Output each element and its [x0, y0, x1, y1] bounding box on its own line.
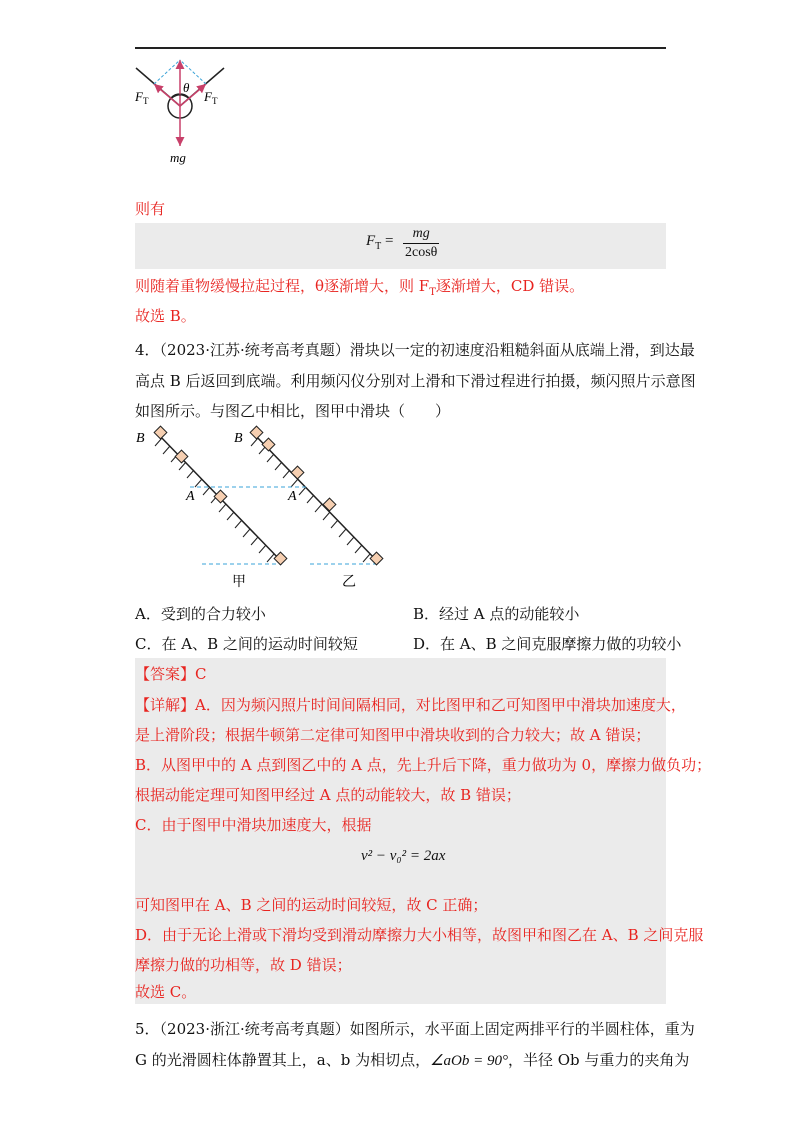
ft-right-label: $F_T$: [204, 89, 218, 106]
choose-b-line: 故选 B。: [135, 307, 196, 325]
ze-you-text: 则有: [135, 200, 166, 218]
detail-line-2: 是上滑阶段；根据牛顿第二定律可知图甲中滑块收到的合力较大；故 A 错误；: [135, 726, 651, 744]
q4-line3: 如图所示。与图乙中相比，图甲中滑块（ ）: [135, 402, 451, 420]
q5-line1: 5．（2023·浙江·统考高考真题）如图所示，水平面上固定两排平行的半圆柱体，重为: [135, 1020, 695, 1038]
label-b-yi: B: [234, 431, 243, 446]
tension-formula: $F_T$ =: [366, 233, 394, 252]
detail-line-7: D．由于无论上滑或下滑均受到滑动摩擦力大小相等，故图甲和图乙在 A、B 之间克服: [135, 926, 704, 944]
detail-line-1: 【详解】A．因为频闪照片时间间隔相同，对比图甲和乙可知图甲中滑块加速度大，: [135, 696, 686, 714]
ft-left-label: $F_T$: [135, 89, 149, 106]
option-b: B．经过 A 点的动能较小: [413, 605, 580, 623]
formula-box: [135, 223, 666, 269]
q4-line1: 4．（2023·江苏·统考高考真题）滑块以一定的初速度沿粗糙斜面从底端上滑，到达最: [135, 341, 695, 359]
option-c: C．在 A、B 之间的运动时间较短: [135, 635, 358, 653]
answer-block: [135, 658, 712, 1004]
option-a: A．受到的合力较小: [135, 605, 266, 623]
q5-line2: G 的光滑圆柱体静置其上，a、b 为相切点，∠aOb = 90°，半径 Ob 与重力的夹角为: [135, 1051, 690, 1069]
q4-line2: 高点 B 后返回到底端。利用频闪仪分别对上滑和下滑过程进行拍摄，频闪照片示意图: [135, 372, 696, 390]
force-diagram: [132, 54, 232, 169]
mg-label: mg: [170, 150, 186, 165]
label-b-jia: B: [136, 431, 145, 446]
detail-line-4: 根据动能定理可知图甲经过 A 点的动能较大，故 B 错误；: [135, 786, 521, 804]
top-rule: [135, 47, 666, 49]
incline-figure: [130, 424, 400, 592]
formula-fraction: mg 2cosθ: [405, 226, 438, 260]
detail-line-5: C．由于图甲中滑块加速度大，根据: [135, 816, 372, 834]
kinematics-equation: v² − v₀² = 2ax: [361, 848, 446, 864]
caption-jia: 甲: [232, 575, 246, 590]
label-a-jia: A: [186, 489, 195, 504]
detail-line-8: 摩擦力做的功相等，故 D 错误；: [135, 956, 352, 974]
detail-line-6: 可知图甲在 A、B 之间的运动时间较短，故 C 正确；: [135, 896, 488, 914]
option-d: D．在 A、B 之间克服摩擦力做的功较小: [413, 635, 682, 653]
answer-label: 【答案】C: [135, 665, 207, 683]
label-a-yi: A: [288, 489, 297, 504]
caption-yi: 乙: [342, 575, 356, 590]
theta-label: θ: [183, 80, 190, 95]
detail-line-3: B．从图甲中的 A 点到图乙中的 A 点，先上升后下降，重力做功为 0，摩擦力做负功；: [135, 756, 712, 774]
detail-line-9: 故选 C。: [135, 983, 197, 1001]
conclusion-line: 则随着重物缓慢拉起过程，θ逐渐增大，则 $F_T$逐渐增大，CD 错误。: [135, 277, 585, 298]
